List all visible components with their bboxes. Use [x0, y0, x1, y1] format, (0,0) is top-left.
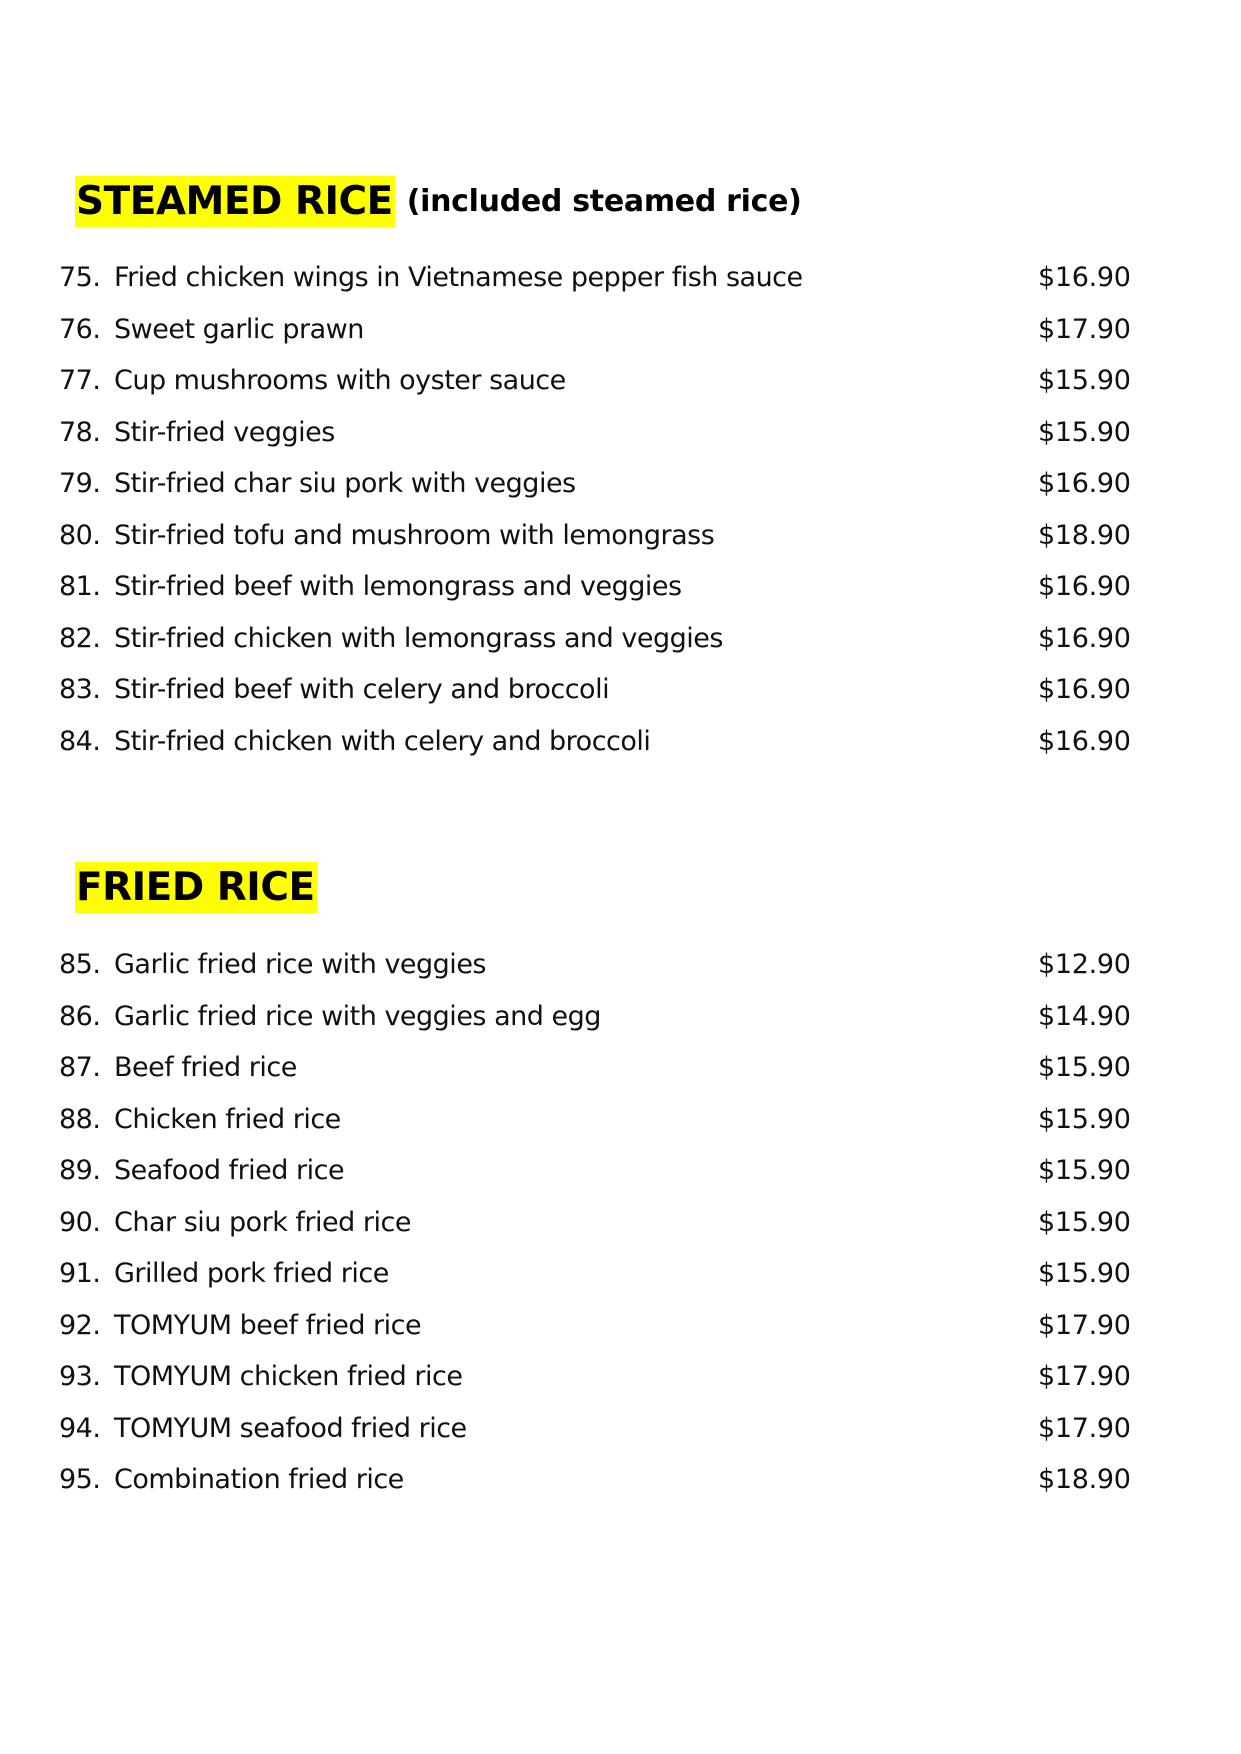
- menu-item: [0, 997, 1241, 1037]
- menu-item-name: Seafood fried rice: [114, 1155, 345, 1186]
- menu-item-name: Sweet garlic prawn: [114, 313, 364, 345]
- menu-item-name: Cup mushrooms with oyster sauce: [114, 365, 566, 396]
- menu-item-name: Stir-fried tofu and mushroom with lemongrass: [114, 519, 715, 551]
- menu-item-price: $16.90: [1038, 674, 1131, 705]
- menu-item: [0, 1409, 1241, 1449]
- menu-item-price: $12.90: [1038, 949, 1131, 980]
- menu-item-number: 77.: [59, 365, 101, 396]
- menu-item-name: Stir-fried veggies: [114, 416, 335, 448]
- menu-item-price: $17.90: [1038, 1412, 1131, 1444]
- menu-item-name: Garlic fried rice with veggies and egg: [114, 1000, 601, 1032]
- menu-item: [0, 361, 1241, 401]
- menu-item: [0, 722, 1241, 762]
- menu-item-number: 81.: [59, 571, 101, 602]
- menu-item-number: 86.: [59, 1000, 101, 1032]
- menu-item-price: $15.90: [1038, 416, 1131, 448]
- menu-item-number: 93.: [59, 1361, 101, 1392]
- fried-rice-heading-line: [75, 862, 317, 913]
- menu-item: [0, 516, 1241, 556]
- menu-item-name: Garlic fried rice with veggies: [114, 949, 486, 980]
- menu-item-number: 89.: [59, 1155, 101, 1186]
- menu-item-number: 79.: [59, 468, 101, 499]
- menu-item: [0, 1203, 1241, 1243]
- menu-item-price: $17.90: [1038, 1309, 1131, 1341]
- menu-item-number: 76.: [59, 313, 101, 345]
- menu-item: [0, 413, 1241, 453]
- menu-item-name: Beef fried rice: [114, 1052, 297, 1083]
- menu-item-number: 91.: [59, 1258, 101, 1289]
- menu-item-name: Stir-fried beef with celery and broccoli: [114, 674, 610, 705]
- menu-item: [0, 1357, 1241, 1397]
- menu-item: [0, 1151, 1241, 1191]
- menu-item-name: TOMYUM chicken fried rice: [114, 1361, 463, 1392]
- menu-item: [0, 310, 1241, 350]
- menu-item-name: Stir-fried chicken with celery and broccoli: [114, 725, 651, 757]
- menu-item-price: $15.90: [1038, 1155, 1131, 1186]
- menu-item-price: $15.90: [1038, 1206, 1131, 1238]
- menu-item: [0, 567, 1241, 607]
- menu-item-price: $15.90: [1038, 1103, 1131, 1135]
- menu-item-number: 92.: [59, 1309, 101, 1341]
- menu-item-number: 90.: [59, 1206, 101, 1238]
- steamed-rice-heading-line: [75, 176, 802, 227]
- menu-item: [0, 258, 1241, 298]
- menu-item-price: $16.90: [1038, 725, 1131, 757]
- menu-item-price: $16.90: [1038, 262, 1131, 293]
- menu-item-price: $16.90: [1038, 468, 1131, 499]
- menu-item-price: $18.90: [1038, 519, 1131, 551]
- menu-item-number: 83.: [59, 674, 101, 705]
- menu-item-number: 78.: [59, 416, 101, 448]
- menu-item-price: $14.90: [1038, 1000, 1131, 1032]
- menu-item-price: $15.90: [1038, 1052, 1131, 1083]
- menu-item-name: TOMYUM beef fried rice: [114, 1309, 422, 1341]
- menu-item-number: 75.: [59, 262, 101, 293]
- menu-item-number: 82.: [59, 622, 101, 654]
- menu-item: [0, 1048, 1241, 1088]
- menu-item: [0, 945, 1241, 985]
- menu-item: [0, 464, 1241, 504]
- menu-item-price: $16.90: [1038, 571, 1131, 602]
- menu-item: [0, 619, 1241, 659]
- menu-item: [0, 1460, 1241, 1500]
- menu-item-number: 88.: [59, 1103, 101, 1135]
- menu-item-name: Stir-fried chicken with lemongrass and veggies: [114, 622, 723, 654]
- menu-item: [0, 670, 1241, 710]
- menu-item-number: 84.: [59, 725, 101, 757]
- section-subtitle: (included steamed rice): [406, 184, 802, 219]
- menu-item-price: $16.90: [1038, 622, 1131, 654]
- menu-item-price: $17.90: [1038, 313, 1131, 345]
- menu-item-name: TOMYUM seafood fried rice: [114, 1412, 467, 1444]
- menu-item-price: $18.90: [1038, 1464, 1131, 1495]
- menu-item-name: Stir-fried char siu pork with veggies: [114, 468, 576, 499]
- section-title: STEAMED RICE: [75, 176, 395, 227]
- menu-item-name: Combination fried rice: [114, 1464, 404, 1495]
- menu-item-name: Fried chicken wings in Vietnamese pepper fish sauce: [114, 262, 803, 293]
- section-title: FRIED RICE: [75, 862, 317, 913]
- menu-item-number: 95.: [59, 1464, 101, 1495]
- menu-item-name: Chicken fried rice: [114, 1103, 341, 1135]
- menu-item-price: $17.90: [1038, 1361, 1131, 1392]
- menu-item-number: 85.: [59, 949, 101, 980]
- menu-item: [0, 1306, 1241, 1346]
- menu-item-name: Char siu pork fried rice: [114, 1206, 411, 1238]
- menu-item-price: $15.90: [1038, 365, 1131, 396]
- menu-item-number: 87.: [59, 1052, 101, 1083]
- menu-item-name: Stir-fried beef with lemongrass and veggies: [114, 571, 682, 602]
- menu-item-name: Grilled pork fried rice: [114, 1258, 389, 1289]
- menu-item-price: $15.90: [1038, 1258, 1131, 1289]
- menu-item: [0, 1100, 1241, 1140]
- menu-item-number: 94.: [59, 1412, 101, 1444]
- menu-item: [0, 1254, 1241, 1294]
- menu-item-number: 80.: [59, 519, 101, 551]
